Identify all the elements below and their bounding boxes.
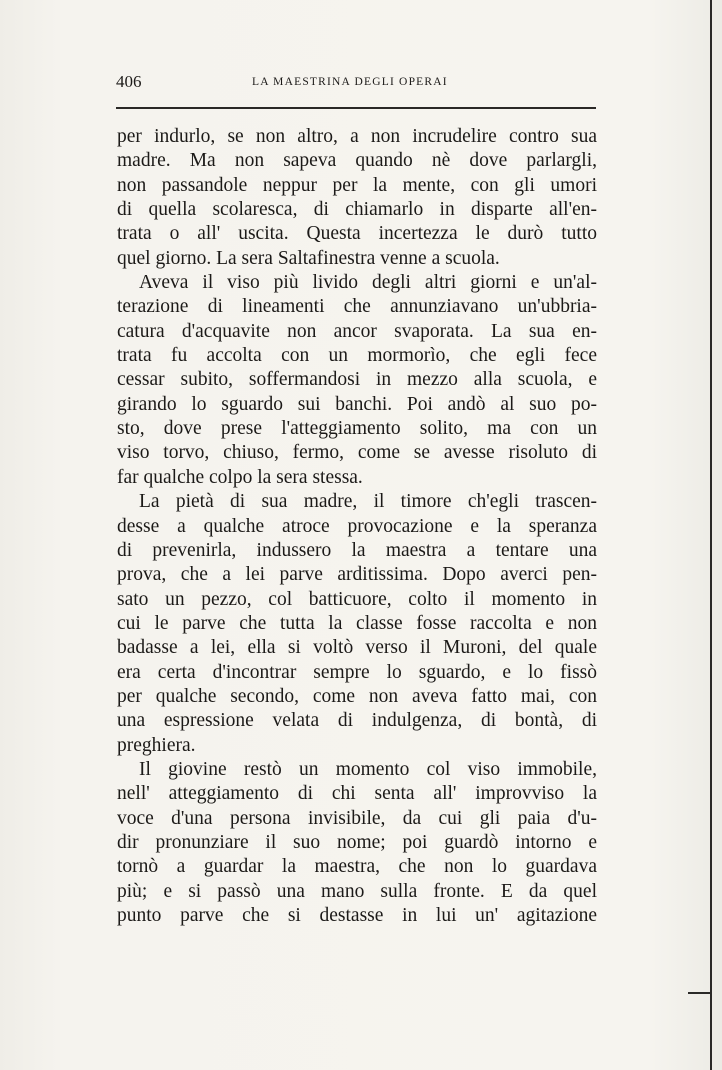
text-line: terazione di lineamenti che annunziavano un'ubbria- (117, 296, 597, 318)
text-line: di prevenirla, indussero la maestra a tentare una (117, 539, 597, 561)
text-line: voce d'una persona invisibile, da cui gli paia d'u- (117, 807, 597, 829)
text-line: punto parve che si destasse in lui un' agitazione (117, 905, 597, 926)
text-line: di quella scolaresca, di chiamarlo in disparte all'en- (117, 199, 597, 221)
running-title: LA MAESTRINA DEGLI OPERAI (252, 76, 448, 88)
text-line: tornò a guardar la maestra, che non lo guardava (117, 856, 597, 878)
page-header (116, 72, 596, 94)
text-line: catura d'acquavite non ancor svaporata. La sua en- (117, 320, 597, 342)
page-edge-line (710, 0, 712, 1070)
text-line: per indurlo, se non altro, a non incrudelire contro sua (117, 126, 597, 147)
text-line: madre. Ma non sapeva quando nè dove parlargli, (117, 150, 597, 172)
text-line: desse a qualche atroce provocazione e la speranza (117, 515, 597, 537)
paragraph-start-line: Il giovine restò un momento col viso immobile, (139, 758, 597, 780)
text-line: sto, dove prese l'atteggiamento solito, ma con un (117, 418, 597, 440)
text-line: dir pronunziare il suo nome; poi guardò intorno e (117, 831, 597, 853)
paragraph-start-line: La pietà di sua madre, il timore ch'egli trascen- (139, 491, 597, 513)
text-line: far qualche colpo la sera stessa. (117, 466, 363, 488)
text-line: trata fu accolta con un mormorìo, che egli fece (117, 345, 597, 367)
header-rule (116, 107, 596, 109)
text-line: una espressione velata di indulgenza, di bontà, di (117, 710, 597, 732)
text-line: era certa d'incontrar sempre lo sguardo, e lo fissò (117, 661, 597, 683)
text-line: sato un pezzo, col batticuore, colto il momento in (117, 588, 597, 610)
page-number: 406 (116, 72, 142, 91)
text-line: prova, che a lei parve arditissima. Dopo averci pen- (117, 564, 597, 586)
text-line: nell' atteggiamento di chi senta all' improvviso la (117, 783, 597, 805)
paragraph-start-line: Aveva il viso più livido degli altri giorni e un'al- (139, 272, 597, 294)
text-line: per qualche secondo, come non aveva fatto mai, con (117, 685, 597, 707)
text-line: quel giorno. La sera Saltafinestra venne a scuola. (117, 247, 500, 269)
text-line: cui le parve che tutta la classe fosse raccolta e non (117, 612, 597, 634)
text-line: cessar subito, soffermandosi in mezzo alla scuola, e (117, 369, 597, 391)
text-line: preghiera. (117, 734, 196, 756)
text-line: più; e si passò una mano sulla fronte. E da quel (117, 880, 597, 902)
text-line: girando lo sguardo sui banchi. Poi andò al suo po- (117, 393, 597, 415)
edge-tick-mark (688, 992, 710, 994)
text-line: badasse a lei, ella si voltò verso il Muroni, del quale (117, 637, 597, 659)
text-line: viso torvo, chiuso, fermo, come se avesse risoluto di (117, 442, 597, 464)
text-line: non passandole neppur per la mente, con gli umori (117, 174, 597, 196)
body-text (117, 125, 597, 928)
text-line: trata o all' uscita. Questa incertezza le durò tutto (117, 223, 597, 245)
